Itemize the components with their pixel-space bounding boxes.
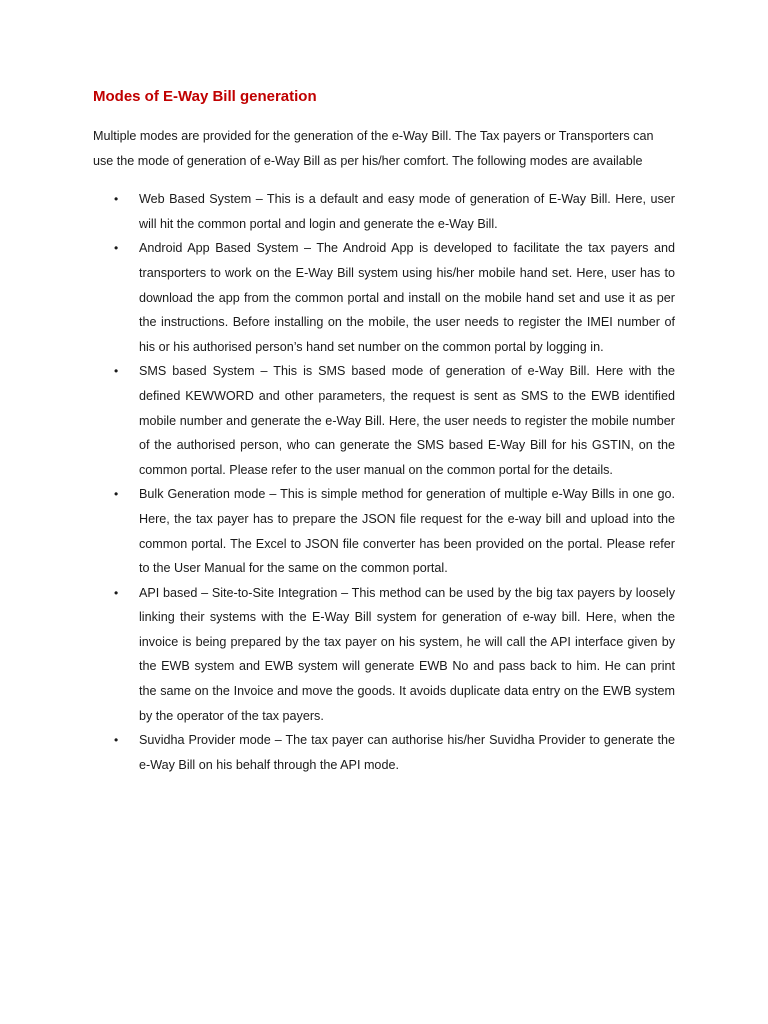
document-page <box>93 86 675 777</box>
list-item-text: Bulk Generation mode – This is simple method for generation of multiple e-Way Bills in one go. Here, the tax payer has to prepare the JSON file request for the e-way bill and upload into the common portal. The Excel to JSON file converter has been provided on the portal. Please refer to the User Manual for the same on the common portal. <box>139 487 675 576</box>
list-item-api-based <box>93 581 675 729</box>
list-item-sms-based <box>93 359 675 482</box>
bullet-icon: • <box>114 585 119 600</box>
list-item-text: API based – Site-to-Site Integration – This method can be used by the big tax payers by loosely linking their systems with the E-Way Bill system for generation of e-way bill. Here, when the invoice is being prepared by the tax payer on his system, he will call the API interface given by the EWB system and EWB system will generate EWB No and pass back to him. He can print the same on the Invoice and move the goods. It avoids duplicate data entry on the EWB system by the operator of the tax payers. <box>139 585 675 723</box>
list-item-android-app <box>93 236 675 359</box>
bullet-icon: • <box>114 364 119 379</box>
list-item-web-based <box>93 187 675 236</box>
bullet-icon: • <box>114 733 119 748</box>
modes-list <box>93 187 675 777</box>
page-title: Modes of E-Way Bill generation <box>93 88 317 105</box>
list-item-text: SMS based System – This is SMS based mode of generation of e-Way Bill. Here with the defined KEWWORD and other parameters, the request is sent as SMS to the EWB identified mobile number and generate the e-Way Bill. Here, the user needs to register the mobile number of the authorised person, who can generate the SMS based E-Way Bill for his GSTIN, on the common portal. Please refer to the user manual on the common portal for the details. <box>139 364 675 477</box>
list-item-bulk-generation <box>93 482 675 580</box>
bullet-icon: • <box>114 192 119 207</box>
intro-paragraph: Multiple modes are provided for the generation of the e-Way Bill. The Tax payers or Transporters can use the mode of generation of e-Way Bill as per his/her comfort. The following modes are available <box>93 129 654 168</box>
bullet-icon: • <box>114 487 119 502</box>
list-item-text: Web Based System – This is a default and easy mode of generation of E-Way Bill. Here, user will hit the common portal and login and generate the e-Way Bill. <box>139 192 675 231</box>
list-item-text: Suvidha Provider mode – The tax payer can authorise his/her Suvidha Provider to generate the e-Way Bill on his behalf through the API mode. <box>139 733 675 772</box>
list-item-suvidha-provider <box>93 728 675 777</box>
list-item-text: Android App Based System – The Android App is developed to facilitate the tax payers and transporters to work on the E-Way Bill system using his/her mobile hand set. Here, user has to download the app from the common portal and install on the mobile hand set and use it as per the instructions. Before installing on the mobile, the user needs to register the IMEI number of his or his authorised person’s hand set number on the common portal by logging in. <box>139 241 675 354</box>
bullet-icon: • <box>114 241 119 256</box>
